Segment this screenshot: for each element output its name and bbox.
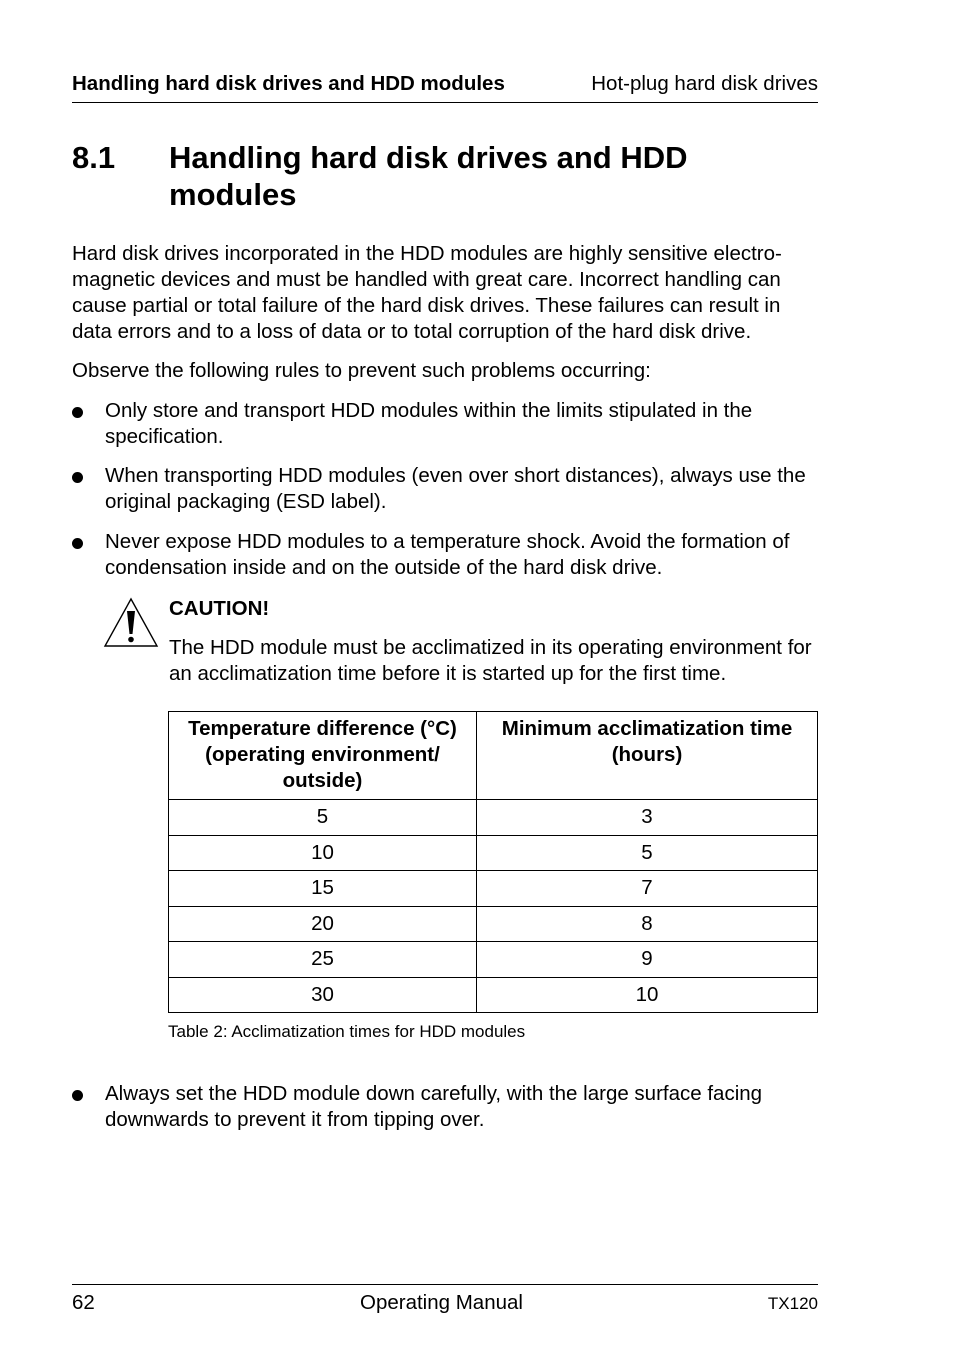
temperature-cell: 5	[169, 800, 477, 836]
temperature-cell: 20	[169, 906, 477, 942]
header-section-title: Hot-plug hard disk drives	[591, 72, 818, 95]
time-cell: 9	[477, 942, 818, 978]
table-header-row	[169, 712, 818, 800]
footer-product-name: TX120	[767, 1294, 818, 1313]
list-item-text: Always set the HDD module down carefully, with the large surface facing downwards to prevent it from tipping over.	[105, 1082, 763, 1131]
time-cell: 3	[477, 800, 818, 836]
table-row	[169, 906, 818, 942]
table-row	[169, 977, 818, 1013]
time-cell: 5	[477, 835, 818, 871]
intro-paragraph: Hard disk drives incorporated in the HDD modules are highly sensitive electro-magnetic devices and must be handled with great care. Incorrect handling can cause partial or total failure of the hard disk drives. These failures can result in data errors and to a loss of data or to total corruption of the hard disk drive.	[72, 242, 782, 343]
header-chapter-title: Handling hard disk drives and HDD modules	[72, 72, 505, 95]
temperature-cell: 15	[169, 871, 477, 907]
warning-triangle-icon	[103, 597, 159, 649]
rules-intro-paragraph: Observe the following rules to prevent such problems occurring:	[72, 359, 651, 382]
table-row	[169, 835, 818, 871]
caution-title: CAUTION!	[169, 597, 270, 620]
bullet-icon	[72, 538, 83, 549]
temperature-cell: 10	[169, 835, 477, 871]
list-item-text: Only store and transport HDD modules within the limits stipulated in the specification.	[105, 399, 753, 448]
column-header-time: Minimum acclimatization time (hours)	[477, 712, 818, 800]
time-cell: 10	[477, 977, 818, 1013]
section-title-text: Handling hard disk drives and HDD modules	[169, 140, 688, 212]
page-number: 62	[72, 1291, 95, 1314]
acclimatization-table	[168, 711, 818, 1013]
bullet-icon	[72, 1090, 83, 1101]
section-number: 8.1	[72, 140, 116, 175]
time-cell: 8	[477, 906, 818, 942]
table-caption: Table 2: Acclimatization times for HDD modules	[168, 1022, 526, 1041]
bullet-icon	[72, 407, 83, 418]
list-item-text: When transporting HDD modules (even over short distances), always use the original packaging (ESD label).	[105, 464, 806, 513]
caution-text: The HDD module must be acclimatized in its operating environment for an acclimatization time before it is started up for the first time.	[169, 636, 812, 685]
table-row	[169, 942, 818, 978]
temperature-cell: 30	[169, 977, 477, 1013]
table-row	[169, 800, 818, 836]
bullet-icon	[72, 472, 83, 483]
table-row	[169, 871, 818, 907]
temperature-cell: 25	[169, 942, 477, 978]
list-item-text: Never expose HDD modules to a temperature shock. Avoid the formation of condensation inside and on the outside of the hard disk drive.	[105, 530, 790, 579]
footer-document-title: Operating Manual	[360, 1291, 523, 1314]
page-header	[72, 71, 818, 103]
column-header-temperature: Temperature difference (°C) (operating environment/ outside)	[169, 712, 477, 800]
page-footer	[72, 1284, 818, 1324]
time-cell: 7	[477, 871, 818, 907]
